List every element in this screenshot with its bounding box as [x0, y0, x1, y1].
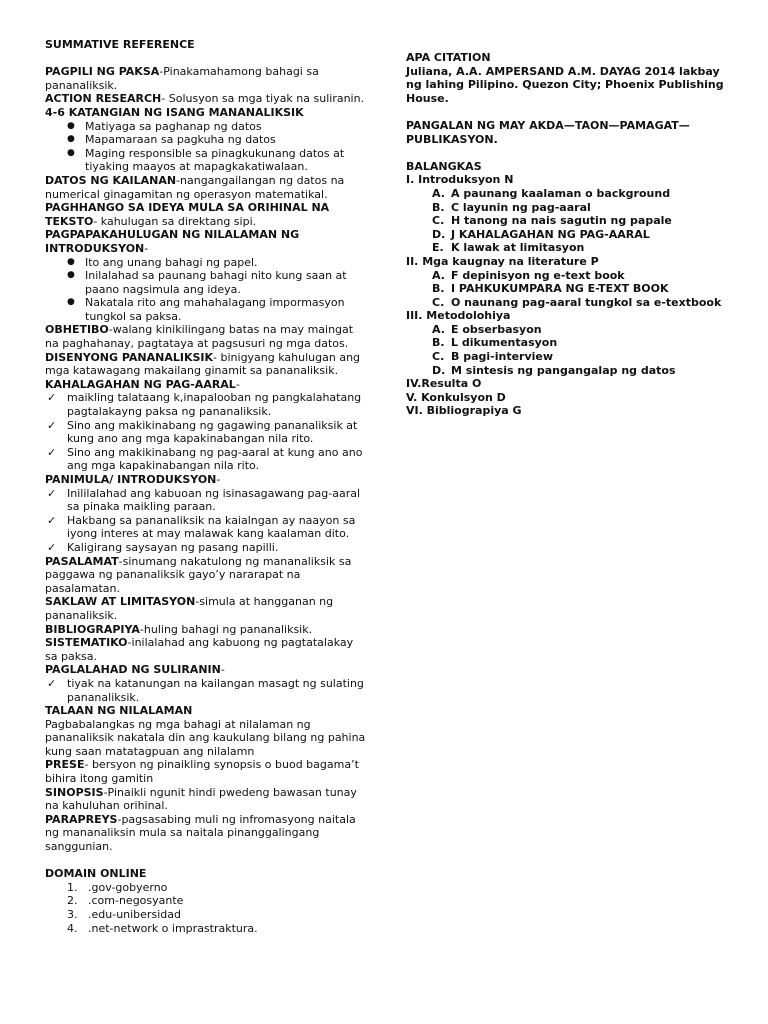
bullet-text: Inilalahad sa paunang bahagi nito kung saan at paano nagsimula ang ideya. — [85, 269, 347, 296]
outline-title: BALANGKAS — [406, 159, 482, 173]
outline-text: L dikumentasyon — [451, 336, 558, 350]
term-definition — [45, 704, 367, 718]
outline-marker: A. — [432, 268, 445, 282]
check-item — [45, 391, 367, 418]
term: TALAAN NG NILALAMAN — [45, 704, 193, 718]
numbered-item — [45, 922, 367, 936]
bullet-item — [45, 120, 367, 134]
definition: - — [220, 663, 225, 677]
outline-text: K lawak at limitasyon — [451, 241, 585, 255]
outline-text: A paunang kaalaman o background — [451, 186, 671, 200]
outline-text: M sintesis ng pangangalap ng datos — [451, 363, 676, 377]
term: PASALAMAT — [45, 554, 119, 568]
term: PRESE — [45, 758, 85, 772]
item-number: 2. — [67, 894, 78, 908]
outline-item — [406, 228, 728, 242]
bullet-text: Nakatala rito ang mahahalagang impormasyon tungkol sa paksa. — [85, 296, 345, 323]
term: KAHALAGAHAN NG PAG-AARAL — [45, 377, 236, 391]
left-column — [45, 38, 367, 935]
check-text: Inililalahad ang kabuoan ng isinasagawang pag-aaral sa pinaka maikling paraan. — [67, 486, 361, 514]
outline-item — [406, 241, 728, 255]
term: 4-6 KATANGIAN NG ISANG MANANALIKSIK — [45, 105, 304, 119]
term-definition — [45, 323, 367, 350]
bullet-text: Matiyaga sa paghanap ng datos — [85, 119, 262, 133]
bullet-item — [45, 269, 367, 296]
term-definition — [45, 867, 367, 881]
term-definition — [45, 351, 367, 378]
outline-item — [406, 214, 728, 228]
term-definition — [45, 595, 367, 622]
check-text: Kaligirang saysayan ng pasang napilli. — [67, 540, 279, 554]
term-definition — [45, 636, 367, 663]
bullet-icon: ● — [67, 147, 75, 158]
checkmark-icon: ✓ — [47, 513, 57, 527]
term-definition — [45, 813, 367, 854]
spacer — [406, 146, 728, 160]
numbered-item — [45, 881, 367, 895]
term: OBHETIBO — [45, 323, 109, 337]
bullet-text: Ito ang unang bahagi ng papel. — [85, 255, 258, 269]
outline-item — [406, 269, 728, 283]
outline-item — [406, 323, 728, 337]
bullet-text: Maging responsible sa pinagkukunang datos at tiyaking maayos at mapagkakatiwalaan. — [85, 146, 345, 174]
term: DISENYONG PANANALIKSIK — [45, 350, 214, 364]
bullet-icon: ● — [67, 297, 75, 308]
outline-marker: E. — [432, 241, 444, 255]
outline-section: II. Mga kaugnay na literature P — [406, 254, 599, 268]
outline-item — [406, 336, 728, 350]
outline-text: B pagi-interview — [451, 350, 554, 364]
term-definition — [45, 228, 367, 255]
outline-marker: D. — [432, 363, 446, 377]
term-definition — [45, 201, 367, 228]
term-definition — [45, 106, 367, 120]
definition: -huling bahagi ng pananaliksik. — [139, 622, 313, 636]
check-item — [45, 514, 367, 541]
term: PARAPREYS — [45, 812, 118, 826]
checkmark-icon: ✓ — [47, 486, 57, 500]
term: PAGLALAHAD NG SULIRANIN — [45, 663, 221, 677]
definition: -Pinakamahamong bahagi sa pananaliksik. — [45, 65, 319, 92]
outline-section: IV.Resulta O — [406, 377, 482, 391]
term-definition — [45, 174, 367, 201]
outline-marker: D. — [432, 227, 446, 241]
term: SAKLAW AT LIMITASYON — [45, 595, 196, 609]
checkmark-icon: ✓ — [47, 445, 57, 459]
outline-item — [406, 187, 728, 201]
numbered-text: .com-negosyante — [88, 894, 184, 908]
outline-text: H tanong na nais sagutin ng papale — [451, 214, 672, 228]
definition: -Pinaikli ngunit hindi pwedeng bawasan tunay na kahuluhan orihinal. — [45, 785, 357, 813]
spacer — [406, 105, 728, 119]
bullet-icon: ● — [67, 134, 75, 145]
term-definition — [45, 555, 367, 596]
bullet-text: Mapamaraan sa pagkuha ng datos — [85, 133, 276, 147]
outline-text: F depinisyon ng e-text book — [451, 268, 625, 282]
bullet-icon: ● — [67, 270, 75, 281]
definition: -nangangailangan ng datos na numerical ginagamitan ng operasyon matematikal. — [45, 173, 345, 201]
term-definition — [45, 663, 367, 677]
document-title: SUMMATIVE REFERENCE — [45, 38, 195, 51]
outline-section: I. Introduksyon N — [406, 173, 514, 187]
definition: -inilalahad ang kabuong ng pagtatalakay sa paksa. — [45, 636, 354, 663]
term-definition — [45, 786, 367, 813]
term: PAGPAPAKAHULUGAN NG NILALAMAN NG INTRODUKSYON — [45, 228, 300, 255]
term: DOMAIN ONLINE — [45, 867, 147, 881]
outline-section: VI. Bibliograpiya G — [406, 404, 522, 418]
term-definition — [45, 623, 367, 637]
bullet-icon: ● — [67, 256, 75, 267]
check-item — [45, 446, 367, 473]
outline-text: C layunin ng pag-aaral — [451, 200, 591, 214]
definition: - binigyang kahulugan ang mga katawagang makailang ginamit sa pananaliksik. — [45, 350, 361, 378]
outline — [406, 173, 728, 418]
term-definition — [45, 473, 367, 487]
check-item — [45, 677, 367, 704]
outline-section: V. Konkulsyon D — [406, 390, 506, 404]
outline-marker: B. — [432, 200, 445, 214]
outline-item — [406, 282, 728, 296]
term-definition — [45, 378, 367, 392]
outline-marker: B. — [432, 282, 445, 296]
term: PANIMULA/ INTRODUKSYON — [45, 473, 217, 486]
citation-format: PANGALAN NG MAY AKDA—TAON—PAMAGAT—PUBLIKASYON. — [406, 118, 690, 146]
spacer — [45, 52, 367, 66]
definition: - kahulugan sa direktang sipi. — [93, 214, 257, 228]
definition: - Solusyon sa mga tiyak na suliranin. — [161, 92, 365, 106]
item-number: 4. — [67, 921, 78, 935]
checkmark-icon: ✓ — [47, 418, 57, 432]
left-content — [45, 65, 367, 935]
numbered-item — [45, 894, 367, 908]
numbered-text: .gov-gobyerno — [88, 880, 168, 894]
term-definition — [45, 65, 367, 92]
term: PAGHHANGO SA IDEYA MULA SA ORIHINAL NA TEKSTO — [45, 201, 330, 228]
term: SISTEMATIKO — [45, 636, 128, 650]
outline-marker: C. — [432, 350, 445, 364]
outline-marker: C. — [432, 214, 445, 228]
check-text: Hakbang sa pananaliksik na kaialngan ay naayon sa iyong interes at may malawak kang kaalaman dito. — [67, 513, 356, 541]
definition: -pagsasabing muli ng infromasyong naitala ng mananaliksin mula sa naitala pinanggalingang sanggunian. — [45, 812, 356, 854]
spacer — [45, 854, 367, 868]
checkmark-icon: ✓ — [47, 391, 57, 405]
definition: - — [216, 473, 221, 486]
outline-marker: A. — [432, 186, 445, 200]
checkmark-icon: ✓ — [47, 676, 57, 690]
outline-text: J KAHALAGAHAN NG PAG-AARAL — [451, 227, 650, 241]
definition: - — [235, 377, 240, 391]
numbered-item — [45, 908, 367, 922]
bullet-item — [45, 256, 367, 270]
right-column — [406, 51, 728, 418]
check-text: Sino ang makikinabang ng pag-aaral at kung ano ano ang mga kapakinabangan nila rito. — [67, 445, 363, 473]
definition: -simula at hangganan ng pananaliksik. — [45, 595, 334, 622]
apa-title: APA CITATION — [406, 51, 491, 64]
definition: - — [144, 241, 149, 255]
paragraph: Pagbabalangkas ng mga bahagi at nilalaman ng pananaliksik nakatala din ang kaukulang bilang ng pahina kung saan matatagpuan ang nilalamn — [45, 717, 366, 758]
bullet-item — [45, 147, 367, 174]
outline-item — [406, 350, 728, 364]
item-number: 1. — [67, 880, 78, 894]
definition: -sinumang nakatulong ng mananaliksik sa paggawa ng pananaliksik gayo’y nararapat na pasalamatan. — [45, 554, 352, 595]
outline-text: E obserbasyon — [451, 322, 542, 336]
check-text: Sino ang makikinabang ng gagawing pananaliksik at kung ano ang mga kapakinabangan nila rito. — [67, 418, 358, 446]
outline-item — [406, 296, 728, 310]
numbered-text: .edu-unibersidad — [88, 908, 181, 921]
check-text: maikling talataang k,inapalooban ng pangkalahatang pagtalakayng paksa ng pananaliksik. — [67, 391, 362, 419]
check-text: tiyak na katanungan na kailangan masagt ng sulating pananaliksik. — [67, 676, 364, 704]
term-definition — [45, 92, 367, 106]
check-item — [45, 541, 367, 555]
term: BIBLIOGRAPIYA — [45, 622, 140, 636]
term-definition — [45, 758, 367, 785]
bullet-icon: ● — [67, 120, 75, 131]
checkmark-icon: ✓ — [47, 540, 57, 554]
term: DATOS NG KAILANAN — [45, 173, 177, 187]
outline-marker: B. — [432, 336, 445, 350]
term: SINOPSIS — [45, 785, 104, 799]
check-item — [45, 487, 367, 514]
check-item — [45, 419, 367, 446]
outline-marker: A. — [432, 322, 445, 336]
term: PAGPILI NG PAKSA — [45, 65, 160, 79]
bullet-item — [45, 133, 367, 147]
bullet-item — [45, 296, 367, 323]
outline-item — [406, 364, 728, 378]
outline-text: O naunang pag-aaral tungkol sa e-textbook — [451, 295, 722, 309]
outline-section: III. Metodolohiya — [406, 309, 511, 323]
outline-marker: C. — [432, 295, 445, 309]
item-number: 3. — [67, 908, 78, 921]
numbered-text: .net-network o imprastraktura. — [88, 921, 258, 935]
outline-text: I PAHKUKUMPARA NG E-TEXT BOOK — [451, 282, 669, 296]
term: ACTION RESEARCH — [45, 92, 162, 106]
definition: -walang kinikilingang batas na may maingat na paghahanay, pagtataya at pagsusuri ng mga datos. — [45, 323, 354, 351]
definition: - bersyon ng pinaikling synopsis o buod bagama’t bihira itong gamitin — [45, 758, 359, 786]
apa-citation: Juliana, A.A. AMPERSAND A.M. DAYAG 2014 lakbay ng lahing Pilipino. Quezon City; Phoenix Publishing House. — [406, 64, 724, 105]
outline-item — [406, 201, 728, 215]
